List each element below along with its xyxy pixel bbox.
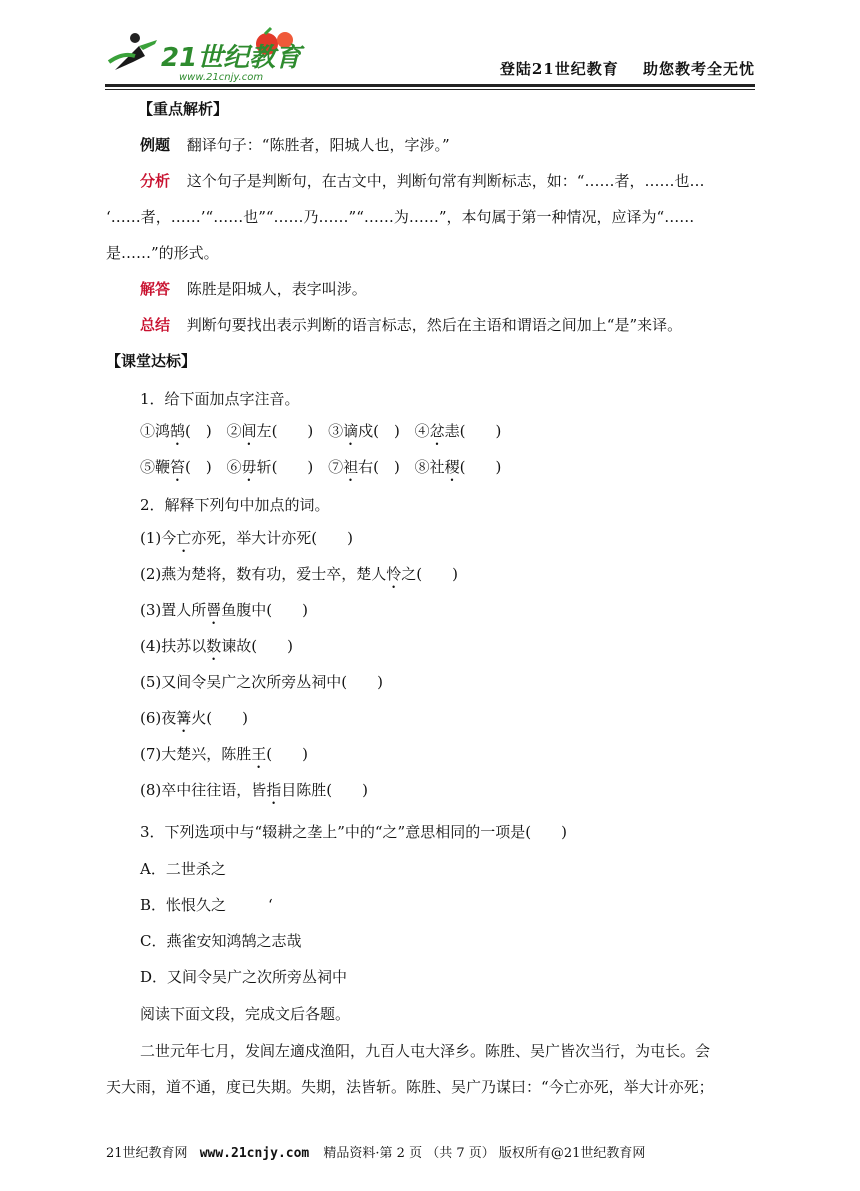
pinyin-item: ⑥毋斩( ) <box>226 458 314 476</box>
question-3-option-c: C．燕雀安知鸿鹄之志哉 <box>140 932 302 950</box>
pinyin-item: ⑦袒右( ) <box>328 458 400 476</box>
header-slogan <box>482 58 755 79</box>
question-3-title: 3．下列选项中与“辍耕之垄上”中的“之”意思相同的一项是( ) <box>140 823 567 841</box>
analysis-label: 分析 <box>140 172 171 190</box>
analysis-text-2: ‘……者，……’“……也”“……乃……”“……为……”，本句属于第一种情况，应译为“…… <box>106 208 695 226</box>
question-3-option-d: D．又间令吴广之次所旁丛祠中 <box>140 968 348 986</box>
pinyin-item: ③谪戍( ) <box>328 422 400 440</box>
question-2-item: (4)扶苏以数谏故( ) <box>140 637 293 655</box>
question-2-item: (3)置人所罾鱼腹中( ) <box>140 601 308 619</box>
answer-text: 陈胜是阳城人，表字叫涉。 <box>186 280 367 298</box>
stray-mark: ‘ <box>268 896 273 914</box>
header-rule-thick <box>105 84 755 87</box>
page-footer <box>106 1142 756 1161</box>
pinyin-item: ①鸿鹄( ) <box>140 422 212 440</box>
question-2-item: (5)又间令吴广之次所旁丛祠中( ) <box>140 673 383 691</box>
reading-intro: 阅读下面文段，完成文后各题。 <box>140 1005 351 1023</box>
question-2-item: (8)卒中往往语，皆指目陈胜( ) <box>140 781 368 799</box>
analysis-text-1: 这个句子是判断句，在古文中，判断句常有判断标志，如：“……者，……也… <box>186 172 705 190</box>
page-header <box>105 20 755 84</box>
question-2-item: (6)夜篝火( ) <box>140 709 248 727</box>
slogan-right: 助您教考全无忧 <box>642 60 755 78</box>
pinyin-item: ④忿恚( ) <box>414 422 502 440</box>
question-1-title: 1．给下面加点字注音。 <box>140 390 300 408</box>
example-label: 例题 <box>140 136 171 154</box>
question-2-item: (1)今亡亦死，举大计亦死( ) <box>140 529 353 547</box>
example-row <box>140 135 450 155</box>
question-3-option-a: A．二世杀之 <box>140 860 226 878</box>
summary-text: 判断句要找出表示判断的语言标志，然后在主语和谓语之间加上“是”来译。 <box>186 316 683 334</box>
pinyin-item: ⑤鞭笞( ) <box>140 458 212 476</box>
header-rule-thin <box>105 89 755 90</box>
pinyin-item: ②闾左( ) <box>226 422 314 440</box>
question-1-row-2 <box>140 457 501 485</box>
svg-text:21世纪教育: 21世纪教育 <box>161 43 302 73</box>
passage-line-1: 二世元年七月，发闾左適戍渔阳，九百人屯大泽乡。陈胜、吴广皆次当行，为屯长。会 <box>140 1042 711 1060</box>
passage-line-2: 天大雨，道不通，度已失期。失期，法皆斩。陈胜、吴广乃谋曰：“今亡亦死，举大计亦死； <box>106 1078 714 1096</box>
footer-site: 21世纪教育网 <box>106 1146 188 1161</box>
logo-icon <box>105 26 305 84</box>
footer-info: 精品资料·第 2 页 （共 7 页） 版权所有@21世纪教育网 <box>323 1146 646 1161</box>
question-2-item: (7)大楚兴，陈胜王( ) <box>140 745 308 763</box>
answer-label: 解答 <box>140 280 171 298</box>
footer-url[interactable]: www.21cnjy.com <box>199 1146 310 1161</box>
site-logo[interactable] <box>105 26 305 84</box>
answer-row <box>140 279 367 299</box>
slogan-left: 登陆21世纪教育 <box>499 60 619 78</box>
analysis-text-3: 是……”的形式。 <box>106 244 219 262</box>
section-heading-key-analysis: 【重点解析】 <box>138 100 229 118</box>
section-heading-classroom: 【课堂达标】 <box>106 352 197 370</box>
pinyin-item: ⑧社稷( ) <box>414 458 502 476</box>
analysis-row <box>140 171 704 191</box>
question-2-item: (2)燕为楚将，数有功，爱士卒，楚人怜之( ) <box>140 565 458 583</box>
question-1-row-1 <box>140 421 501 449</box>
example-text: 翻译句子：“陈胜者，阳城人也，字涉。” <box>186 136 450 154</box>
question-2-title: 2．解释下列句中加点的词。 <box>140 496 330 514</box>
svg-text:www.21cnjy.com: www.21cnjy.com <box>179 72 264 83</box>
summary-label: 总结 <box>140 316 171 334</box>
question-3-option-b: B．怅恨久之 ‘ <box>140 896 273 914</box>
summary-row <box>140 315 682 335</box>
